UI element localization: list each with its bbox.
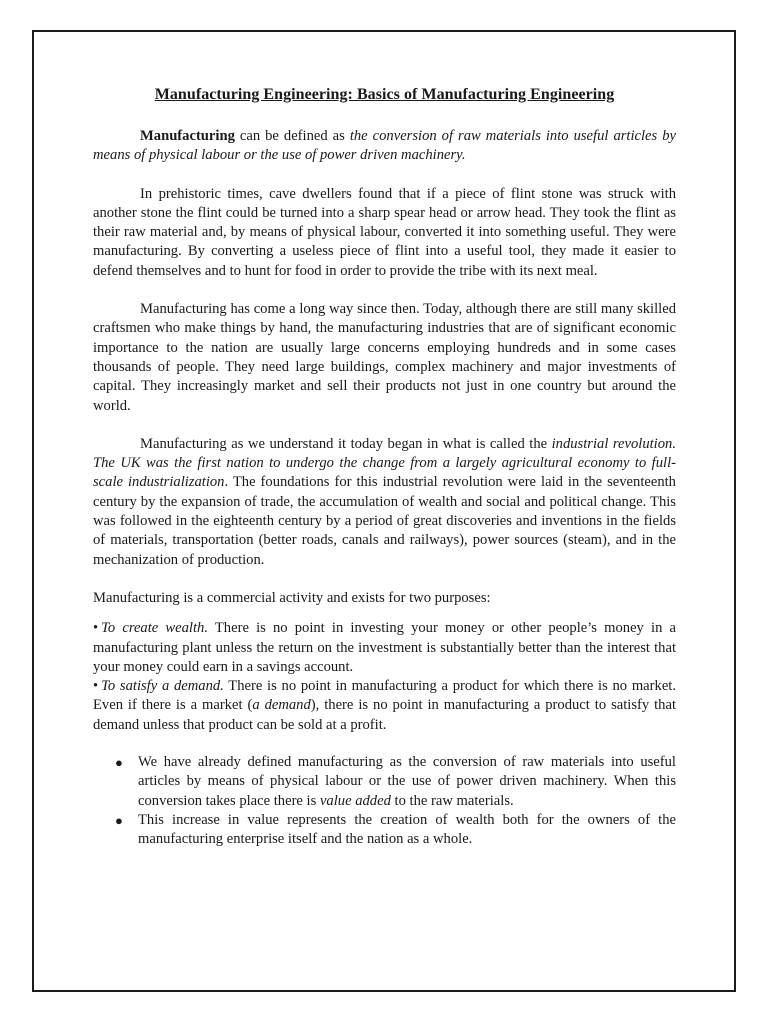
- list-item-text-end: to the raw materials.: [390, 792, 514, 809]
- purpose-wealth-label: To create wealth.: [101, 620, 208, 637]
- bullet-icon: ●: [115, 812, 123, 828]
- revolution-paragraph: [93, 435, 676, 570]
- purposes-intro: Manufacturing is a commercial activity and exists for two purposes:: [93, 589, 491, 606]
- purpose-demand-label: To satisfy a demand.: [101, 678, 224, 695]
- list-item: [93, 811, 676, 850]
- document-title: Manufacturing Engineering: Basics of Manufacturing Engineering: [154, 86, 615, 103]
- prehistoric-paragraph: In prehistoric times, cave dwellers found that if a piece of flint stone was struck with another stone the flint could be turned into a sharp spear head or arrow head. They took the flint as their raw material and, by means of physical labour, converted it into something useful. They were manufacturing. By converting a useless piece of flint into a useful tool, they made it easier to defend themselves and to hunt for food in order to provide the tribe with its next meal.: [93, 185, 676, 279]
- list-item: [93, 753, 676, 811]
- bullet-list: [93, 753, 676, 849]
- purpose-wealth-text: There is no point in investing your money or other people’s money in a manufacturing plant unless the return on the investment is substantially better than the interest that your money could earn in a savings account.: [93, 620, 676, 675]
- purpose-wealth: [93, 619, 676, 677]
- list-item-text: We have already defined manufacturing as the conversion of raw materials into useful articles by means of physical labour or the use of power driven machinery. When this conversion takes place there is: [138, 754, 676, 809]
- revolution-start: Manufacturing as we understand it today began in what is called the: [140, 435, 552, 452]
- definition-meaning: the conversion of raw materials into useful articles by means of physical labour or the use of power driven machinery.: [93, 128, 676, 164]
- document-body: [93, 84, 676, 850]
- list-item-term: value added: [319, 792, 391, 809]
- list-item-text: This increase in value represents the creation of wealth both for the owners of the manufacturing enterprise itself and the nation as a whole.: [138, 811, 676, 848]
- purpose-demand: [93, 677, 676, 735]
- purpose-demand-text: There is no point in manufacturing a product for which there is no market. Even if there is a market (: [93, 678, 677, 714]
- modern-paragraph: Manufacturing has come a long way since then. Today, although there are still many skilled craftsmen who make things by hand, the manufacturing industries that are of significant economic importance to the nation are usually large concerns employing hundreds and in some cases thousands of people. They need large buildings, complex machinery and major investments of capital. They increasingly market and sell their products not just in one country but around the world.: [93, 301, 676, 414]
- definition-lead: can be defined as: [234, 128, 350, 144]
- definition-term: Manufacturing: [140, 128, 235, 144]
- bullet-icon: •: [93, 678, 99, 695]
- definition-paragraph: [93, 127, 676, 166]
- purpose-demand-term: a demand: [252, 697, 311, 714]
- purpose-demand-text-end: ), there is no point in manufacturing a product to satisfy that demand unless that product can be sold at a profit.: [93, 697, 677, 733]
- bullet-icon: •: [93, 620, 99, 637]
- bullet-icon: ●: [115, 755, 123, 771]
- revolution-rest: . The foundations for this industrial revolution were laid in the seventeenth century by the expansion of trade, the accumulation of wealth and social and political change. This was followed in the eighteenth century by a period of great discoveries and inventions in the fields of materials, transportation (better roads, canals and railways), power sources (steam), and in the mechanization of production.: [93, 474, 676, 568]
- revolution-term: industrial revolution. The UK was the first nation to undergo the change from a largely agricultural economy to full-scale industrialization: [93, 435, 676, 491]
